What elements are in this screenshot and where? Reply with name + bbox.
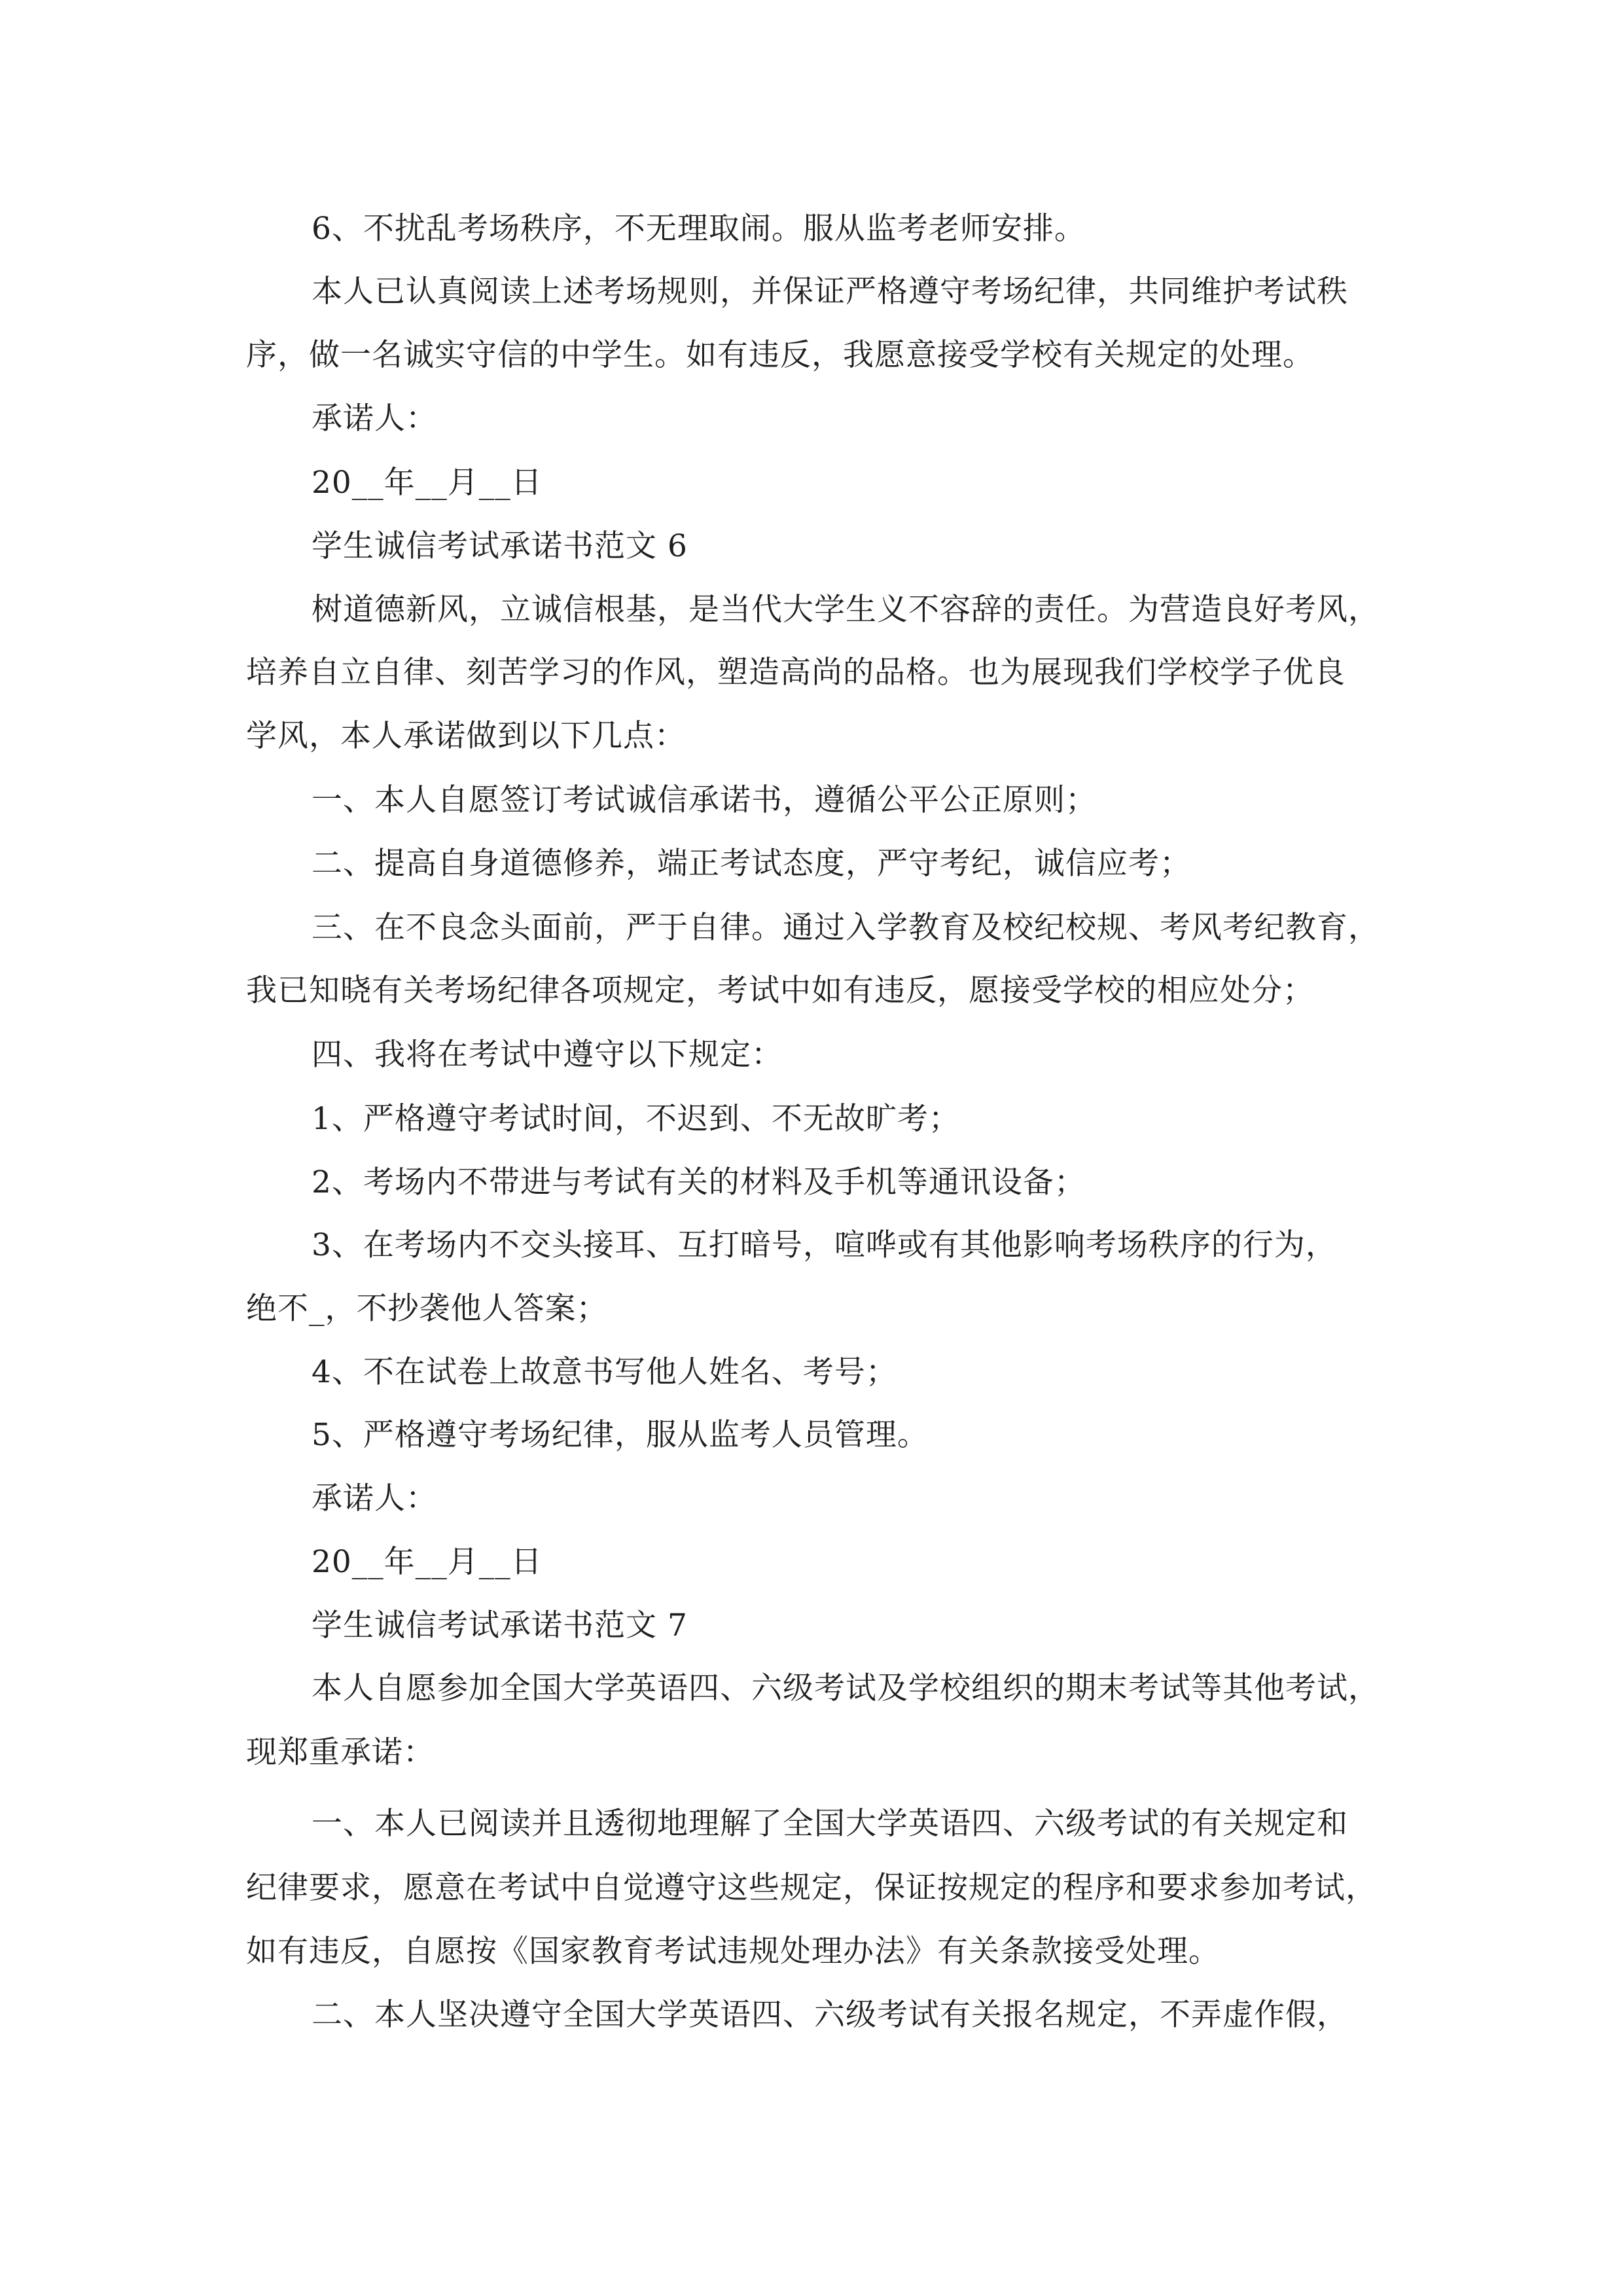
list-item-3-line-1: 三、在不良念头面前，严于自律。通过入学教育及校纪校规、考风考纪教育， (312, 910, 1380, 946)
paragraph-intro-line-2: 培养自立自律、刻苦学习的作风，塑造高尚的品格。也为展现我们学校学子优良 (246, 655, 1346, 691)
paragraph-exam-line-1: 本人自愿参加全国大学英语四、六级考试及学校组织的期末考试等其他考试， (312, 1670, 1380, 1706)
rule-item-5: 5、严格遵守考场纪律，服从监考人员管理。 (312, 1417, 929, 1453)
paragraph-clause-1-line-2: 纪律要求，愿意在考试中自觉遵守这些规定，保证按规定的程序和要求参加考试， (246, 1870, 1377, 1906)
rule-item-4: 4、不在试卷上故意书写他人姓名、考号； (312, 1354, 897, 1390)
list-item-2: 二、提高自身道德修养，端正考试态度，严守考纪，诚信应考； (312, 846, 1191, 882)
paragraph-rule-6: 6、不扰乱考场秩序，不无理取闹。服从监考老师安排。 (312, 211, 1086, 247)
section-heading-6: 学生诚信考试承诺书范文 6 (312, 528, 688, 564)
section-heading-7: 学生诚信考试承诺书范文 7 (312, 1607, 688, 1643)
paragraph-exam-line-2: 现郑重承诺： (246, 1734, 435, 1770)
date-line: 20__年__月__日 (312, 465, 543, 501)
rule-item-3-line-2: 绝不_，不抄袭他人答案； (246, 1291, 608, 1327)
paragraph-intro-line-1: 树道德新风，立诚信根基，是当代大学生义不容辞的责任。为营造良好考风， (312, 592, 1380, 628)
list-item-4: 四、我将在考试中遵守以下规定： (312, 1037, 783, 1073)
rule-item-1: 1、严格遵守考试时间，不迟到、不无故旷考； (312, 1101, 960, 1137)
paragraph-pledge-line-2: 序，做一名诚实守信的中学生。如有违反，我愿意接受学校有关规定的处理。 (246, 337, 1314, 373)
paragraph-intro-line-3: 学风，本人承诺做到以下几点： (246, 718, 686, 754)
paragraph-clause-1-line-3: 如有违反，自愿按《国家教育考试违规处理办法》有关条款接受处理。 (246, 1933, 1220, 1969)
paragraph-clause-1-line-1: 一、本人已阅读并且透彻地理解了全国大学英语四、六级考试的有关规定和 (312, 1806, 1348, 1842)
list-item-1: 一、本人自愿签订考试诚信承诺书，遵循公平公正原则； (312, 782, 1097, 818)
date-line: 20__年__月__日 (312, 1544, 543, 1580)
signature-label: 承诺人： (312, 401, 437, 437)
rule-item-2: 2、考场内不带进与考试有关的材料及手机等通讯设备； (312, 1164, 1086, 1200)
paragraph-pledge-line-1: 本人已认真阅读上述考场规则，并保证严格遵守考场纪律，共同维护考试秩 (312, 274, 1348, 310)
signature-label: 承诺人： (312, 1480, 437, 1516)
list-item-3-line-2: 我已知晓有关考场纪律各项规定，考试中如有违反，愿接受学校的相应处分； (246, 973, 1314, 1009)
paragraph-clause-2-line-1: 二、本人坚决遵守全国大学英语四、六级考试有关报名规定，不弄虚作假， (312, 1997, 1348, 2033)
rule-item-3-line-1: 3、在考场内不交头接耳、互打暗号，喧哗或有其他影响考场秩序的行为， (312, 1227, 1337, 1263)
